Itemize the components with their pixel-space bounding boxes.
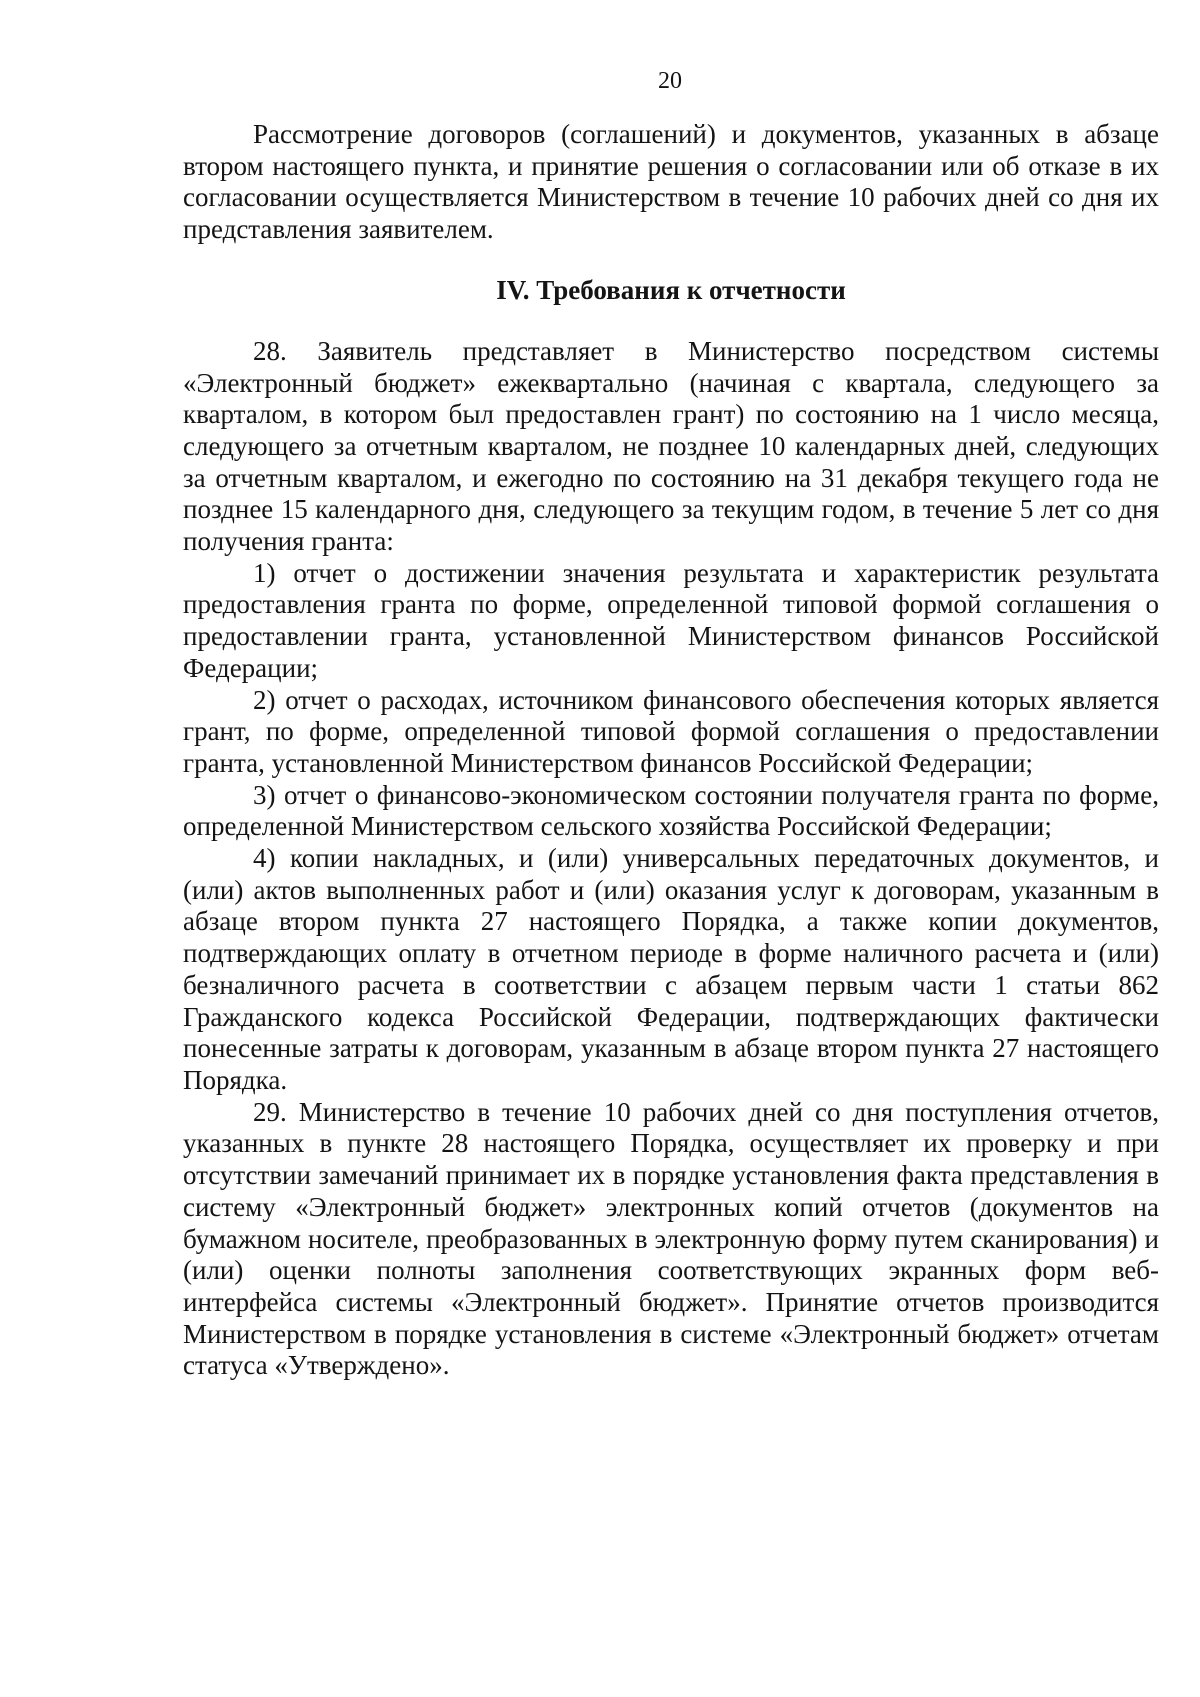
- paragraph-29: 29. Министерство в течение 10 рабочих дней со дня поступления отчетов, указанных в пункте 28 настоящего Порядка, осуществляет их проверку и при отсутствии замечаний принимает их в порядке установления факта представления в систему «Электронный бюджет» электронных копий отчетов (документов на бумажном носителе, преобразованных в электронную форму путем сканирования) и (или) оценки полноты заполнения соответствующих экранных форм веб-интерфейса системы «Электронный бюджет». Принятие отчетов производится Министерством в порядке установления в системе «Электронный бюджет» отчетам статуса «Утверждено».: [183, 1096, 1159, 1381]
- intro-paragraph: Рассмотрение договоров (соглашений) и документов, указанных в абзаце втором настоящего пункта, и принятие решения о согласовании или об отказе в их согласовании осуществляется Министерством в течение 10 рабочих дней со дня их представления заявителем.: [183, 119, 1159, 245]
- paragraph-28: 28. Заявитель представляет в Министерство посредством системы «Электронный бюджет» ежеквартально (начиная с квартала, следующего за кварталом, в котором был предоставлен грант) по состоянию на 1 число месяца, следующего за отчетным кварталом, не позднее 10 календарных дней, следующих за отчетным кварталом, и ежегодно по состоянию на 31 декабря текущего года не позднее 15 календарного дня, следующего за текущим годом, в течение 5 лет со дня получения гранта:: [183, 335, 1159, 557]
- list-item-28-1: 1) отчет о достижении значения результата и характеристик результата предоставления гранта по форме, определенной типовой формой соглашения о предоставлении гранта, установленной Министерством финансов Российской Федерации;: [183, 557, 1159, 683]
- list-item-28-2: 2) отчет о расходах, источником финансового обеспечения которых является грант, по форме, определенной типовой формой соглашения о предоставлении гранта, установленной Министерством финансов Российской Федерации;: [183, 684, 1159, 778]
- section-heading: IV. Требования к отчетности: [496, 274, 846, 305]
- page-number: 20: [658, 68, 682, 94]
- document-body: [183, 119, 1159, 1382]
- list-item-28-3: 3) отчет о финансово-экономическом состоянии получателя гранта по форме, определенной Министерством сельского хозяйства Российской Федерации;: [183, 779, 1159, 842]
- list-item-28-4: 4) копии накладных, и (или) универсальных передаточных документов, и (или) актов выполненных работ и (или) оказания услуг к договорам, указанным в абзаце втором пункта 27 настоящего Порядка, а также копии документов, подтверждающих оплату в отчетном периоде в форме наличного расчета и (или) безналичного расчета в соответствии с абзацем первым части 1 статьи 862 Гражданского кодекса Российской Федерации, подтверждающих фактически понесенные затраты к договорам, указанным в абзаце втором пункта 27 настоящего Порядка.: [183, 843, 1159, 1095]
